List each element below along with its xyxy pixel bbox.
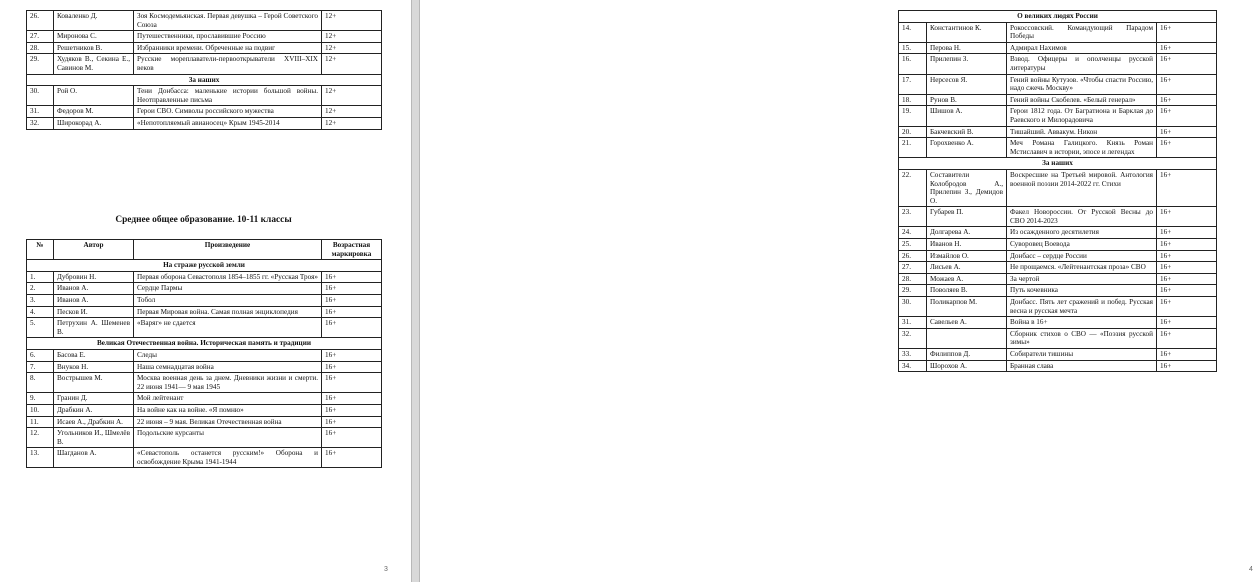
row-age-rating: 16+	[1157, 106, 1217, 126]
row-number: 27.	[27, 31, 54, 43]
row-title: Русские мореплаватели-первооткрыватели XVIII–XIX веков	[134, 54, 322, 74]
row-number: 24.	[899, 227, 927, 239]
row-author: Федоров М.	[54, 106, 134, 118]
row-author: Измайлов О.	[927, 250, 1007, 262]
row-title: 22 июня – 9 мая. Великая Отечественная война	[134, 416, 322, 428]
row-number: 25.	[899, 239, 927, 251]
table-row	[899, 207, 1217, 227]
row-author: Иванов А.	[54, 294, 134, 306]
row-title: Избранники времени. Обреченные на подвиг	[134, 42, 322, 54]
row-age-rating: 16+	[322, 373, 382, 393]
row-author: Перова Н.	[927, 42, 1007, 54]
table-row	[27, 106, 382, 118]
row-author: Иванов Н.	[927, 239, 1007, 251]
row-number: 14.	[899, 22, 927, 42]
row-age-rating: 16+	[1157, 317, 1217, 329]
row-author: Худяков В., Секина Е., Савинов М.	[54, 54, 134, 74]
row-author: Широкорад А.	[54, 117, 134, 129]
row-author: Горохвенко А.	[927, 138, 1007, 158]
row-age-rating: 16+	[1157, 227, 1217, 239]
table-row	[899, 250, 1217, 262]
row-title: За чертой	[1007, 273, 1157, 285]
table-row	[27, 416, 382, 428]
row-number: 27.	[899, 262, 927, 274]
section-title: За наших	[27, 74, 382, 86]
row-author: Коваленко Д.	[54, 11, 134, 31]
header-num: №	[27, 240, 54, 260]
row-title: Сердце Пармы	[134, 283, 322, 295]
row-number: 6.	[27, 349, 54, 361]
row-author: Шишов А.	[927, 106, 1007, 126]
section-row	[27, 74, 382, 86]
row-author: Исаев А., Драбкин А.	[54, 416, 134, 428]
table-row	[899, 54, 1217, 74]
row-age-rating: 16+	[1157, 262, 1217, 274]
row-author: Угольников И., Шмелёв В.	[54, 428, 134, 448]
row-number: 28.	[27, 42, 54, 54]
row-age-rating: 16+	[1157, 74, 1217, 94]
row-number: 10.	[27, 404, 54, 416]
table-row	[27, 42, 382, 54]
row-author: Дубровин Н.	[54, 271, 134, 283]
table-row	[27, 404, 382, 416]
row-title: Герои 1812 года. От Багратиона и Барклая до Раевского и Милорадовича	[1007, 106, 1157, 126]
row-age-rating: 12+	[322, 54, 382, 74]
row-age-rating: 12+	[322, 106, 382, 118]
row-title: Мой лейтенант	[134, 393, 322, 405]
row-number: 31.	[27, 106, 54, 118]
row-age-rating: 12+	[322, 86, 382, 106]
row-author: Прилепин З.	[927, 54, 1007, 74]
row-author: Вострышев М.	[54, 373, 134, 393]
row-author: Миронова С.	[54, 31, 134, 43]
row-number: 5.	[27, 318, 54, 338]
row-number: 3.	[27, 294, 54, 306]
row-number: 26.	[27, 11, 54, 31]
row-age-rating: 16+	[322, 428, 382, 448]
table-row	[899, 317, 1217, 329]
section-heading: Среднее общее образование. 10-11 классы	[115, 215, 292, 225]
table-row	[899, 262, 1217, 274]
row-number: 30.	[899, 297, 927, 317]
header-age: Возрастная маркировка	[322, 240, 382, 260]
table-row	[899, 328, 1217, 348]
table-body	[27, 260, 382, 468]
row-age-rating: 16+	[322, 318, 382, 338]
table-row	[899, 360, 1217, 372]
table-row	[899, 169, 1217, 206]
table-row	[27, 294, 382, 306]
row-number: 29.	[27, 54, 54, 74]
row-age-rating: 16+	[1157, 169, 1217, 206]
document-page-4	[420, 0, 1253, 582]
header-title: Произведение	[134, 240, 322, 260]
row-number: 28.	[899, 273, 927, 285]
table-row	[899, 297, 1217, 317]
page-number: 3	[384, 566, 388, 573]
row-title: Тени Донбасса: маленькие истории большой войны. Неотправленные письма	[134, 86, 322, 106]
row-title: Следы	[134, 349, 322, 361]
row-author: Решетников В.	[54, 42, 134, 54]
table-row	[27, 306, 382, 318]
row-number: 33.	[899, 349, 927, 361]
row-number: 2.	[27, 283, 54, 295]
row-author: Гранин Д.	[54, 393, 134, 405]
table-row	[27, 86, 382, 106]
row-author: Шорохов А.	[927, 360, 1007, 372]
row-number: 13.	[27, 448, 54, 468]
row-author: Филиппов Д.	[927, 349, 1007, 361]
row-title: Адмирал Нахимов	[1007, 42, 1157, 54]
table-row	[899, 285, 1217, 297]
table-body	[899, 11, 1217, 372]
row-title: «Варяг» не сдается	[134, 318, 322, 338]
section-row	[27, 338, 382, 350]
row-title: Зоя Космодемьянская. Первая девушка – Герой Советского Союза	[134, 11, 322, 31]
row-author: Лисьев А.	[927, 262, 1007, 274]
table-row	[899, 42, 1217, 54]
table-row	[27, 318, 382, 338]
row-number: 32.	[27, 117, 54, 129]
row-title: Путешественники, прославившие Россию	[134, 31, 322, 43]
table-row	[27, 54, 382, 74]
row-title: Суворовец Воевода	[1007, 239, 1157, 251]
row-age-rating: 16+	[322, 361, 382, 373]
book-table-continued	[26, 10, 382, 130]
row-number: 29.	[899, 285, 927, 297]
row-author	[927, 328, 1007, 348]
table-header-row	[27, 240, 382, 260]
row-number: 21.	[899, 138, 927, 158]
row-title: Не прощаемся. «Лейтенантская проза» СВО	[1007, 262, 1157, 274]
row-title: Рокоссовский. Командующий Парадом Победы	[1007, 22, 1157, 42]
row-title: Москва военная день за днем. Дневники жизни и смерти. 22 июня 1941— 9 мая 1945	[134, 373, 322, 393]
row-author: Долгарева А.	[927, 227, 1007, 239]
section-row	[899, 11, 1217, 23]
row-title: Гений войны Скобелев. «Белый генерал»	[1007, 94, 1157, 106]
table-row	[899, 106, 1217, 126]
table-row	[27, 11, 382, 31]
row-number: 22.	[899, 169, 927, 206]
row-age-rating: 16+	[1157, 207, 1217, 227]
row-author: Бакчевский В.	[927, 126, 1007, 138]
row-author: Поликарпов М.	[927, 297, 1007, 317]
row-author: Можаев А.	[927, 273, 1007, 285]
row-title: Сборник стихов о СВО — «Поэзия русской зимы»	[1007, 328, 1157, 348]
row-number: 16.	[899, 54, 927, 74]
row-author: Константинов К.	[927, 22, 1007, 42]
row-title: Подольские курсанты	[134, 428, 322, 448]
row-age-rating: 16+	[1157, 239, 1217, 251]
row-number: 30.	[27, 86, 54, 106]
row-number: 34.	[899, 360, 927, 372]
row-age-rating: 16+	[1157, 285, 1217, 297]
row-age-rating: 16+	[322, 448, 382, 468]
row-author: Петрухин А. Шеменев В.	[54, 318, 134, 338]
table-row	[27, 283, 382, 295]
row-age-rating: 16+	[322, 294, 382, 306]
table-row	[899, 138, 1217, 158]
row-title: Тишайший. Аввакум. Никон	[1007, 126, 1157, 138]
table-row	[899, 74, 1217, 94]
row-age-rating: 16+	[1157, 126, 1217, 138]
row-age-rating: 16+	[322, 416, 382, 428]
row-number: 11.	[27, 416, 54, 428]
row-age-rating: 16+	[1157, 360, 1217, 372]
row-age-rating: 16+	[1157, 273, 1217, 285]
section-row	[899, 158, 1217, 170]
row-age-rating: 12+	[322, 117, 382, 129]
row-title: Донбасс – сердце России	[1007, 250, 1157, 262]
table-row	[899, 22, 1217, 42]
table-row	[899, 126, 1217, 138]
table-row	[27, 271, 382, 283]
row-number: 31.	[899, 317, 927, 329]
row-age-rating: 16+	[322, 349, 382, 361]
row-number: 26.	[899, 250, 927, 262]
section-title: За наших	[899, 158, 1217, 170]
row-number: 9.	[27, 393, 54, 405]
row-age-rating: 16+	[322, 306, 382, 318]
row-author: Поволяев В.	[927, 285, 1007, 297]
row-age-rating: 12+	[322, 11, 382, 31]
row-title: Взвод. Офицеры и ополченцы русской литературы	[1007, 54, 1157, 74]
table-row	[27, 31, 382, 43]
table-row	[899, 239, 1217, 251]
row-author: Песков И.	[54, 306, 134, 318]
row-title: На войне как на войне. «Я помню»	[134, 404, 322, 416]
document-page-3	[0, 0, 411, 582]
row-age-rating: 16+	[1157, 250, 1217, 262]
row-author: Иванов А.	[54, 283, 134, 295]
row-author: Шагданов А.	[54, 448, 134, 468]
row-age-rating: 16+	[322, 283, 382, 295]
row-title: Наша семнадцатая война	[134, 361, 322, 373]
row-author: Басова Е.	[54, 349, 134, 361]
row-title: Бранная слава	[1007, 360, 1157, 372]
row-author: Рой О.	[54, 86, 134, 106]
section-title: О великих людях России	[899, 11, 1217, 23]
row-number: 8.	[27, 373, 54, 393]
table-row	[899, 94, 1217, 106]
table-row	[899, 273, 1217, 285]
table-row	[27, 393, 382, 405]
row-author: Нерсесов Я.	[927, 74, 1007, 94]
row-number: 7.	[27, 361, 54, 373]
row-age-rating: 16+	[1157, 328, 1217, 348]
book-table-continued	[898, 10, 1217, 372]
row-age-rating: 16+	[1157, 54, 1217, 74]
row-number: 19.	[899, 106, 927, 126]
row-author: Савельев А.	[927, 317, 1007, 329]
row-author: Драбкин А.	[54, 404, 134, 416]
row-number: 23.	[899, 207, 927, 227]
row-age-rating: 12+	[322, 42, 382, 54]
header-author: Автор	[54, 240, 134, 260]
row-age-rating: 16+	[322, 404, 382, 416]
row-title: «Севастополь останется русским!» Оборона и освобождение Крыма 1941-1944	[134, 448, 322, 468]
table-row	[27, 361, 382, 373]
row-title: Меч Романа Галицкого. Князь Роман Мстиславич в истории, эпосе и легендах	[1007, 138, 1157, 158]
page-separator	[411, 0, 420, 582]
row-number: 20.	[899, 126, 927, 138]
row-age-rating: 16+	[1157, 297, 1217, 317]
table-row	[27, 349, 382, 361]
row-title: Война в 16+	[1007, 317, 1157, 329]
row-author: Рунов В.	[927, 94, 1007, 106]
table-row	[27, 373, 382, 393]
row-title: Факел Новороссии. От Русской Весны до СВО 2014-2023	[1007, 207, 1157, 227]
row-age-rating: 16+	[322, 393, 382, 405]
section-row	[27, 260, 382, 272]
row-author: Составители Колобродов А., Прилепин З., Демидов О.	[927, 169, 1007, 206]
row-title: Воскресшие на Третьей мировой. Антология военной поэзии 2014-2022 гг. Стихи	[1007, 169, 1157, 206]
row-title: Первая оборона Севастополя 1854–1855 гг. «Русская Троя»	[134, 271, 322, 283]
row-title: «Непотопляемый авианосец» Крым 1945-2014	[134, 117, 322, 129]
section-title: На страже русской земли	[27, 260, 382, 272]
row-title: Герои СВО. Символы российского мужества	[134, 106, 322, 118]
row-title: Первая Мировая война. Самая полная энциклопедия	[134, 306, 322, 318]
row-title: Путь кочевника	[1007, 285, 1157, 297]
row-number: 32.	[899, 328, 927, 348]
table-row	[27, 448, 382, 468]
table-row	[899, 349, 1217, 361]
row-number: 17.	[899, 74, 927, 94]
row-title: Тобол	[134, 294, 322, 306]
row-age-rating: 16+	[1157, 22, 1217, 42]
row-number: 12.	[27, 428, 54, 448]
row-number: 18.	[899, 94, 927, 106]
row-number: 15.	[899, 42, 927, 54]
row-age-rating: 16+	[1157, 94, 1217, 106]
row-title: Гений войны Кутузов. «Чтобы спасти Россию, надо сжечь Москву»	[1007, 74, 1157, 94]
table-row	[27, 428, 382, 448]
row-number: 1.	[27, 271, 54, 283]
row-age-rating: 16+	[1157, 42, 1217, 54]
row-age-rating: 16+	[322, 271, 382, 283]
row-author: Внуков Н.	[54, 361, 134, 373]
row-title: Собиратели тишины	[1007, 349, 1157, 361]
table-row	[899, 227, 1217, 239]
row-age-rating: 12+	[322, 31, 382, 43]
row-age-rating: 16+	[1157, 138, 1217, 158]
row-age-rating: 16+	[1157, 349, 1217, 361]
row-title: Из осажденного десятилетия	[1007, 227, 1157, 239]
row-title: Донбасс. Пять лет сражений и побед. Русская весна и русская мечта	[1007, 297, 1157, 317]
table-row	[27, 117, 382, 129]
row-author: Губарев П.	[927, 207, 1007, 227]
section-title: Великая Отечественная война. Историческая память и традиции	[27, 338, 382, 350]
table-body	[27, 11, 382, 130]
page-number: 4	[1249, 566, 1253, 573]
row-number: 4.	[27, 306, 54, 318]
book-table-10-11	[26, 239, 382, 468]
